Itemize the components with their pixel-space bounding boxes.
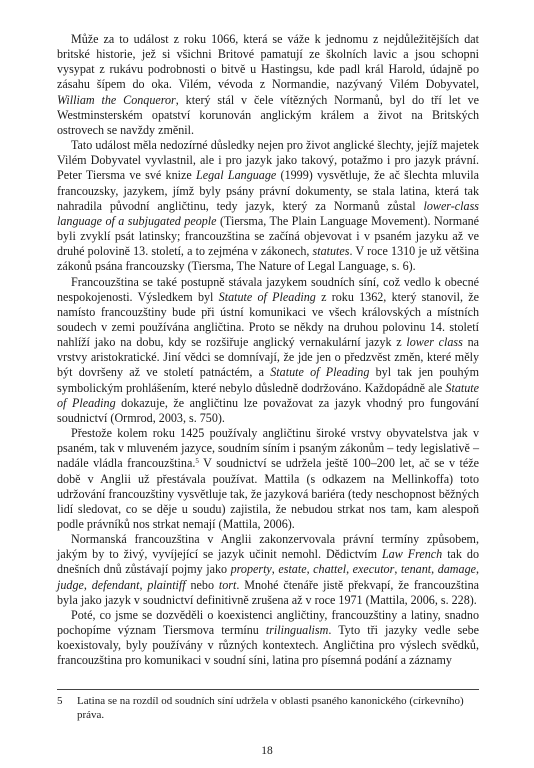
italic-term: lower-class language of a subjugated people bbox=[57, 198, 479, 228]
footnote bbox=[57, 694, 479, 722]
italic-term: Law French bbox=[381, 547, 443, 562]
text-run: Přestože kolem roku 1425 používaly angličtinu široké vrstvy obyvatelstva jak v psaném, tak v mluveném jazyce, soudním síním i psaným zákonům – tedy legislativě – nadále vládla francouzština. bbox=[57, 426, 479, 471]
text-run: , bbox=[139, 577, 148, 592]
italic-term: Legal Language bbox=[196, 168, 277, 183]
text-run: V soudnictví se udržela ještě 100–200 let, ač se v téže době v Anglii už přestávala používat. Mattila (s odkazem na Mellinkoffa) toto udržování francouzštiny vysvětluje tak, že jazyková bariéra (tedy neschopnost běžných lidí sledovat, co se děje u soudu) zajistila, že nebudou strkat nos tam, kam alespoň podle právníků nos strkat nemají (Mattila, 2006). bbox=[57, 456, 479, 531]
text-run: . Mnohé čtenáře jistě překvapí, že francouzština byla jako jazyk v soudnictví definitivně zrušena až v roce 1971 (Mattila, 2006, s. 228). bbox=[57, 577, 479, 607]
text-run: byl tak jen pouhým symbolickým prohlášením, které nebylo důsledně dodržováno. Každopádně ale bbox=[57, 365, 479, 395]
italic-term: Statute of Pleading bbox=[270, 365, 370, 380]
text-run: Tato událost měla nedozírné důsledky nejen pro život anglické šlechty, jejíž majetek Vilém Dobyvatel vyvlastnil, ale i pro jazyk jako takový, potažmo i pro jazyk právní. Peter Tiersma ve své knize bbox=[57, 138, 479, 183]
page-number: 18 bbox=[261, 745, 273, 757]
italic-term: damage bbox=[437, 562, 476, 577]
text-run: , bbox=[306, 562, 314, 577]
footnote-reference: 5 bbox=[195, 457, 199, 466]
italic-term: defendant bbox=[91, 577, 140, 592]
italic-term: tort bbox=[218, 577, 237, 592]
text-run: , bbox=[83, 577, 92, 592]
paragraph bbox=[57, 138, 479, 274]
italic-term: executor bbox=[352, 562, 395, 577]
italic-term: trilingualism bbox=[265, 623, 329, 638]
text-run: , bbox=[431, 562, 438, 577]
text-run: Francouzština se také postupně stávala jazykem soudních síní, což vedlo k obecné nespokojenosti. Výsledkem byl bbox=[57, 274, 479, 304]
footnote-text: Latina se na rozdíl od soudních síní udržela v oblasti psaného kanonického (církevního) práva. bbox=[77, 695, 464, 721]
paragraph bbox=[57, 426, 479, 532]
text-run: , bbox=[271, 562, 279, 577]
text-run: tak do dnešních dnů zůstávají pojmy jako bbox=[57, 547, 480, 577]
text-run: Normanská francouzština v Anglii zakonzervovala právní termíny způsobem, jakým by to živý, vyvíjející se jazyk učinit nemohl. Dědictvím bbox=[57, 532, 479, 562]
italic-term: plaintiff bbox=[147, 577, 186, 592]
text-run: nebo bbox=[185, 577, 219, 592]
text-run: (Tiersma, The Plain Language Movement). Normané byli zvyklí psát latinsky; francouzština se začíná objevovat i v psaném jazyku až ve druhé polovině 13. století, a to zejména v zákonech, bbox=[57, 213, 479, 259]
italic-term: William the Conqueror bbox=[57, 92, 176, 107]
italic-term: Statute of Pleading bbox=[218, 289, 316, 304]
text-run: z roku 1362, který stanovil, že namísto francouzštiny bude při ústní komunikaci ve všech královských a místních soudech v zemi používána angličtina. Proto se někdy na druhou polovinu 14. století nahlíží jako na dobu, kdy se rozšiřuje anglický vernakulární jazyk z bbox=[57, 289, 479, 350]
italic-term: statutes bbox=[312, 244, 350, 259]
italic-term: judge bbox=[57, 577, 84, 592]
italic-term: Statute of Pleading bbox=[57, 380, 479, 410]
text-run: , bbox=[394, 562, 401, 577]
text-run: . Tyto tři jazyky vedle sebe koexistovaly, byly používány v různých kontextech. Angličtina pro výslech svědků, francouzština pro komunikaci v soudní síni, latina pro písemná podání a záznamy bbox=[57, 623, 479, 668]
italic-term: property bbox=[230, 562, 272, 577]
text-run: Může za to událost z roku 1066, která se váže k jednomu z nejdůležitějších dat britské historie, jež si všichni Britové pamatují ze školních lavic a jsou schopni vysypat z rukávu podrobnosti o bitvě u Hastingsu, kde padl král Harold, údajně po zásahu šípem do oka. Vilém, vévoda z Normandie, nazývaný Vilém Dobyvatel, bbox=[57, 32, 479, 92]
text-run: na vrstvy aristokratické. Jiní vědci se domnívají, že jde jen o předzvěst změn, které měly být dovršeny až ve století patnáctém, a bbox=[57, 335, 479, 380]
paragraph bbox=[57, 532, 479, 608]
text-run: , bbox=[346, 562, 353, 577]
paragraph bbox=[57, 32, 479, 138]
text-run: , bbox=[476, 562, 480, 577]
italic-term: lower class bbox=[406, 335, 463, 350]
paragraph bbox=[57, 275, 479, 427]
italic-term: chattel bbox=[313, 562, 347, 577]
text-run: Poté, co jsme se dozvěděli o koexistenci angličtiny, francouzštiny a latiny, snadno pochopíme význam Tiersmova termínu bbox=[57, 607, 479, 638]
italic-term: estate bbox=[278, 562, 307, 577]
text-run: (1999) vysvětluje, že ač šlechta mluvila francouzsky, jazykem, jímž byly psány právní dokumenty, se stala latina, která tak nahradila původní angličtinu, tedy jazyk, který za Normanů zůstal bbox=[57, 168, 479, 213]
text-run: . V roce 1310 je už většina zákonů psána francouzsky (Tiersma, The Nature of Legal Language, s. 6). bbox=[57, 244, 479, 274]
paragraph bbox=[57, 608, 479, 669]
italic-term: tenant bbox=[400, 562, 432, 577]
text-run: dokazuje, že angličtinu lze považovat za jazyk vhodný pro fungování soudnictví (Ormrod, 2003, s. 750). bbox=[57, 395, 480, 425]
footnote-number: 5 bbox=[57, 695, 63, 707]
footnote-separator bbox=[57, 689, 479, 690]
text-run: , který stál v čele vítězných Normanů, byl do tří let ve Westminsterském opatství korunován anglickým králem a život na Britských ostrovech se navždy změnil. bbox=[57, 92, 479, 137]
body-text bbox=[57, 32, 479, 669]
